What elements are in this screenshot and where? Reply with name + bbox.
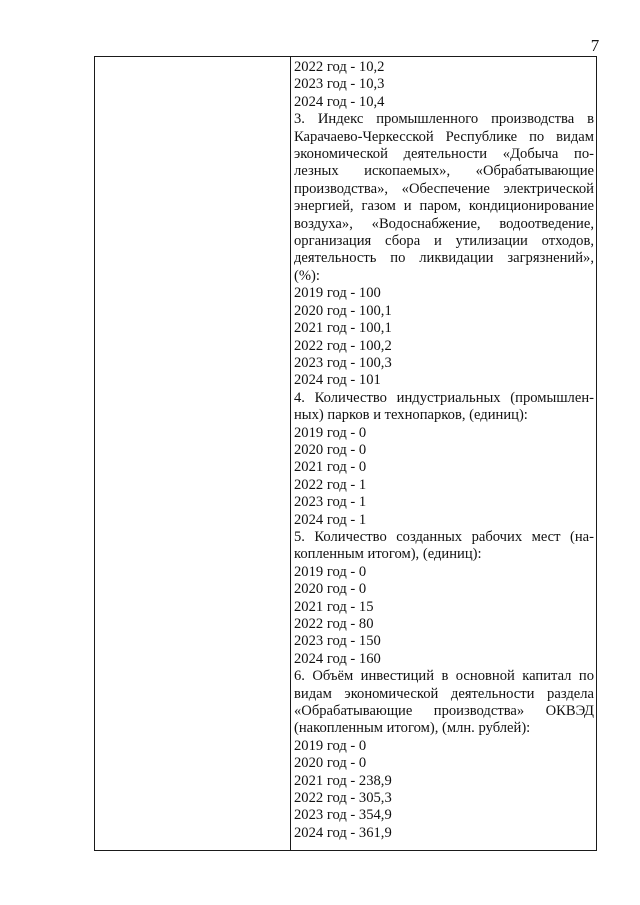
indicator-3-text-line: (%): bbox=[294, 267, 320, 284]
indicator-5 bbox=[294, 529, 594, 668]
value-line: 2021 год - 238,9 bbox=[294, 772, 392, 789]
value-line: 2020 год - 100,1 bbox=[294, 302, 392, 319]
indicator-6-text-line: «Обрабатывающие производства» ОКВЭД bbox=[294, 703, 594, 720]
indicator-5-text-line: копленным итогом), (единиц): bbox=[294, 546, 482, 563]
left-column-empty-cell bbox=[95, 57, 290, 850]
indicator-3-text-line: 3. Индекс промышленного производства в bbox=[294, 111, 594, 128]
value-line: 2023 год - 150 bbox=[294, 633, 381, 650]
top-year-values bbox=[294, 59, 594, 111]
indicator-6 bbox=[294, 668, 594, 842]
value-line: 2022 год - 100,2 bbox=[294, 337, 392, 354]
indicator-3-text-line: производства», «Обеспечение электрической bbox=[294, 180, 594, 197]
value-line: 2021 год - 0 bbox=[294, 459, 367, 476]
indicator-4-text-line: 4. Количество индустриальных (промышлен- bbox=[294, 389, 594, 406]
indicators-cell bbox=[294, 59, 594, 842]
value-line: 2019 год - 0 bbox=[294, 737, 367, 754]
indicator-3-text-line: экономической деятельности «Добыча по- bbox=[294, 146, 594, 163]
indicator-4 bbox=[294, 390, 594, 529]
value-line: 2019 год - 100 bbox=[294, 285, 381, 302]
indicator-3-text-line: лезных ископаемых», «Обрабатывающие bbox=[294, 163, 594, 180]
value-line: 2022 год - 10,2 bbox=[294, 59, 385, 75]
value-line: 2024 год - 101 bbox=[294, 372, 381, 389]
indicator-4-text-line: ных) парков и технопарков, (единиц): bbox=[294, 407, 528, 424]
indicator-3-text-line: Карачаево-Черкесской Республике по видам bbox=[294, 128, 594, 145]
value-line: 2019 год - 0 bbox=[294, 563, 367, 580]
indicator-3 bbox=[294, 111, 594, 390]
indicator-6-text-line: видам экономической деятельности раздела bbox=[294, 685, 594, 702]
value-line: 2024 год - 160 bbox=[294, 650, 381, 667]
value-line: 2023 год - 1 bbox=[294, 494, 367, 511]
indicator-3-text-line: деятельность по ликвидации загрязнений», bbox=[294, 250, 594, 267]
indicator-3-text-line: организация сбора и утилизации отходов, bbox=[294, 233, 594, 250]
column-divider bbox=[290, 56, 291, 851]
indicator-3-text-line: энергией, газом и паром, кондиционирование bbox=[294, 198, 594, 215]
value-line: 2023 год - 10,3 bbox=[294, 76, 385, 93]
value-line: 2022 год - 80 bbox=[294, 616, 374, 632]
value-line: 2021 год - 15 bbox=[294, 598, 374, 615]
value-line: 2024 год - 1 bbox=[294, 511, 367, 528]
value-line: 2023 год - 354,9 bbox=[294, 807, 392, 824]
indicator-5-text-line: 5. Количество созданных рабочих мест (на- bbox=[294, 528, 594, 545]
value-line: 2022 год - 305,3 bbox=[294, 790, 392, 807]
value-line: 2020 год - 0 bbox=[294, 755, 367, 772]
value-line: 2022 год - 1 bbox=[294, 476, 367, 493]
value-line: 2024 год - 10,4 bbox=[294, 93, 385, 110]
value-line: 2020 год - 0 bbox=[294, 581, 367, 598]
value-line: 2023 год - 100,3 bbox=[294, 354, 392, 371]
value-line: 2020 год - 0 bbox=[294, 441, 367, 458]
page-number: 7 bbox=[590, 36, 600, 55]
indicator-6-text-line: 6. Объём инвестиций в основной капитал по bbox=[294, 668, 594, 685]
indicator-6-text-line: (накопленным итогом), (млн. рублей): bbox=[294, 720, 531, 737]
value-line: 2021 год - 100,1 bbox=[294, 320, 392, 337]
value-line: 2019 год - 0 bbox=[294, 424, 367, 441]
indicator-3-text-line: воздуха», «Водоснабжение, водоотведение, bbox=[294, 215, 594, 232]
value-line: 2024 год - 361,9 bbox=[294, 824, 392, 841]
